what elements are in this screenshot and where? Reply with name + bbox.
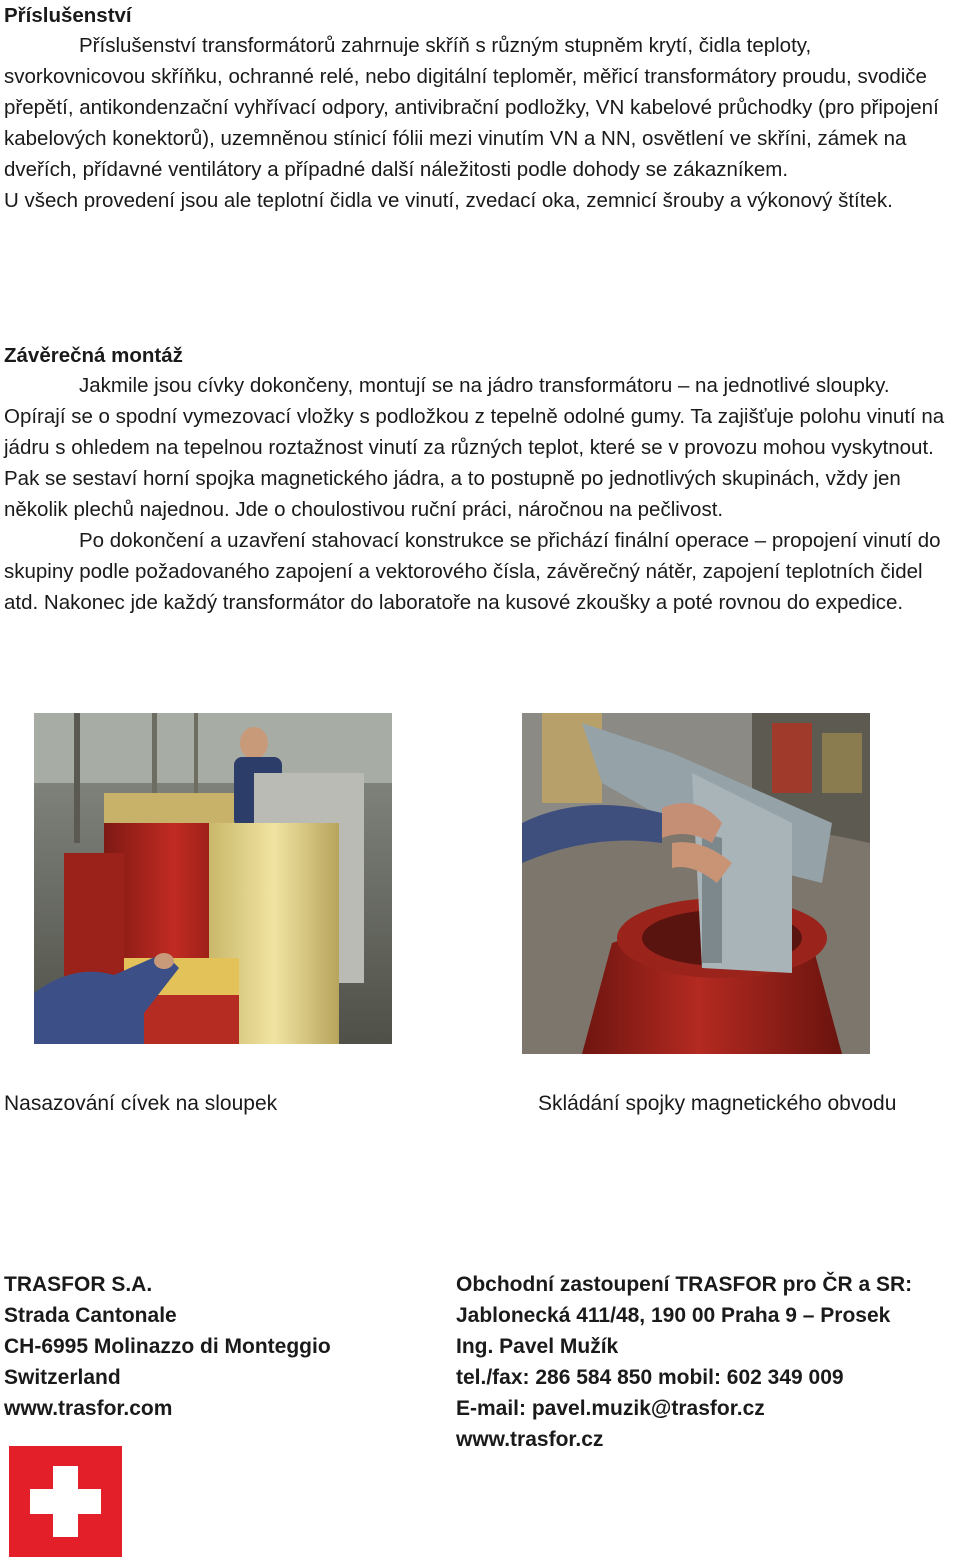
assembly-paragraph-2: Pak se sestaví horní spojka magnetického jádra, a to postupně po jednotlivých skupinách, vždy jen několik plechů najednou. Jde o choulostivou ruční práci, náročnou na pečlivost. bbox=[4, 467, 901, 521]
contact-company-city: CH-6995 Molinazzo di Monteggio bbox=[4, 1335, 331, 1358]
contact-rep-email: E-mail: pavel.muzik@trasfor.cz bbox=[456, 1397, 765, 1420]
contact-company-street: Strada Cantonale bbox=[4, 1304, 177, 1327]
assembly-section bbox=[4, 342, 956, 618]
contact-rep-heading: Obchodní zastoupení TRASFOR pro ČR a SR: bbox=[456, 1273, 913, 1296]
photo-yoke-assembly bbox=[522, 713, 870, 1054]
accessories-paragraph-1: Příslušenství transformátorů zahrnuje skříň s různým stupněm krytí, čidla teploty, svorkovnicovou skříňku, ochranné relé, nebo digitální teploměr, měřicí transformátory proudu, svodiče přepětí, antikondenzační vyhřívací odpory, antivibrační podložky, VN kabelové průchodky (pro připojení kabelových konektorů), uzemněnou stínicí fólii mezi vinutím VN a NN, osvětlení ve skříni, zámek na dveřích, přídavné ventilátory a případné další náležitosti podle dohody se zákazníkem. bbox=[4, 34, 939, 181]
contact-company bbox=[4, 1269, 331, 1424]
photo-coil-mounting bbox=[34, 713, 392, 1044]
photo-coil-mounting-image bbox=[34, 713, 392, 1044]
contact-company-country: Switzerland bbox=[4, 1366, 121, 1389]
accessories-section bbox=[4, 2, 956, 216]
contact-representative bbox=[456, 1269, 912, 1455]
contact-rep-phone: tel./fax: 286 584 850 mobil: 602 349 009 bbox=[456, 1366, 844, 1389]
assembly-title: Závěrečná montáž bbox=[4, 344, 183, 367]
assembly-paragraph-3: Po dokončení a uzavření stahovací konstrukce se přichází finální operace – propojení vinutí do skupiny podle požadovaného zapojení a vektorového čísla, závěrečný nátěr, zapojení teplotních čidel atd. Nakonec jde každý transformátor do laboratoře na kusové zkoušky a poté rovnou do expedice. bbox=[4, 529, 941, 614]
accessories-paragraph-2: U všech provedení jsou ale teplotní čidla ve vinutí, zvedací oka, zemnicí šrouby a výkonový štítek. bbox=[4, 189, 893, 212]
contact-company-name: TRASFOR S.A. bbox=[4, 1273, 153, 1296]
caption-yoke-assembly: Skládání spojky magnetického obvodu bbox=[538, 1092, 897, 1115]
accessories-title: Příslušenství bbox=[4, 4, 132, 27]
swiss-flag-icon bbox=[9, 1446, 122, 1557]
contact-rep-address: Jablonecká 411/48, 190 00 Praha 9 – Prosek bbox=[456, 1304, 891, 1327]
caption-coil-mounting: Nasazování cívek na sloupek bbox=[4, 1092, 278, 1115]
contact-rep-person: Ing. Pavel Mužík bbox=[456, 1335, 619, 1358]
contact-company-website: www.trasfor.com bbox=[4, 1397, 173, 1420]
assembly-paragraph-1: Jakmile jsou cívky dokončeny, montují se na jádro transformátoru – na jednotlivé sloupky. Opírají se o spodní vymezovací vložky s podložkou z tepelně odolné gumy. Ta zajišťuje polohu vinutí na jádru s ohledem na tepelnou roztažnost vinutí za různých teplot, které se v provozu mohou vyskytnout. bbox=[4, 374, 945, 459]
swiss-flag-graphic bbox=[9, 1446, 122, 1557]
photo-yoke-assembly-image bbox=[522, 713, 870, 1054]
contact-rep-website: www.trasfor.cz bbox=[456, 1428, 604, 1451]
